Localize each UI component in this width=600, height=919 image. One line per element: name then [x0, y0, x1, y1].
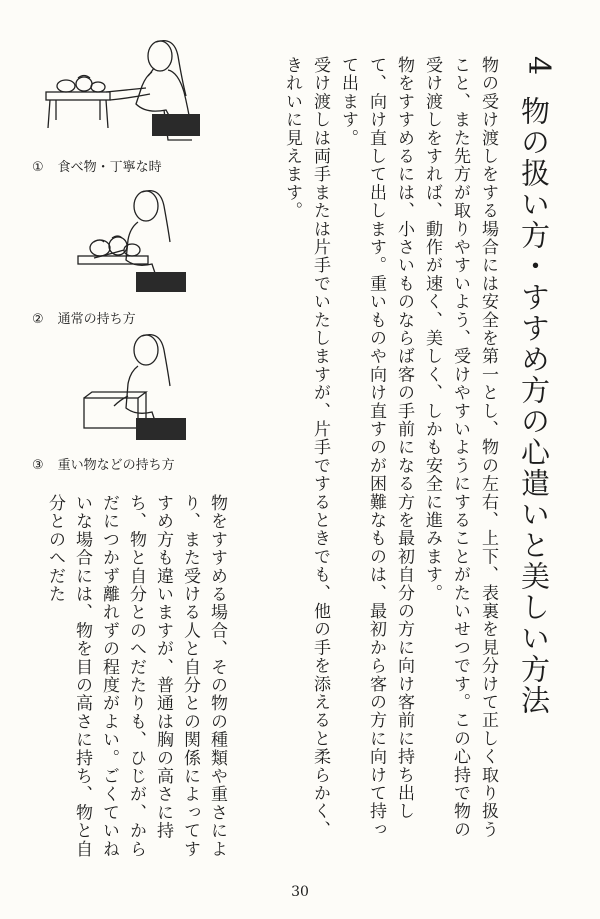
figure-marker: ③ — [32, 458, 44, 473]
woman-carrying-tray-high-icon — [28, 34, 218, 146]
caption-text: 通常の持ち方 — [57, 312, 136, 327]
figure-1 — [28, 34, 218, 146]
paragraph: 物をすすめる場合、その物の種類や重さにより、また受ける人と自分との関係によってすすめ方も違いますが、普通は胸の高さに持ち、物と自分とのへだたりも、ひじが、からだにつかず離れずの程度がよい。ごくていねいな場合には、物を目の高さに持ち、物と自分とのへだた — [45, 494, 227, 858]
section-number: 4 — [521, 56, 556, 76]
caption-text: 重い物などの持ち方 — [57, 458, 175, 473]
figure-3-caption — [32, 454, 175, 473]
paragraph: 受け渡しは両手または片手でいたしますが、片手でするときでも、他の手を添えると柔らかく、きれいに見えます。 — [282, 56, 330, 839]
paragraph: 物をすすめるには、小さいものならば客の手前になる方を最初自分の方に向け客前に持ち出して、向け直して出します。重いものや向け直すのが困難なものは、最初から客の方に向けて持って出ます。 — [338, 56, 414, 839]
figure-1-caption — [32, 156, 162, 175]
page-title: 物の扱い方・すすめ方の心遣いと美しい方法 — [517, 96, 551, 716]
body-text-lower — [12, 494, 230, 864]
page-number: 30 — [291, 884, 309, 900]
figure-marker: ② — [32, 312, 44, 327]
caption-text: 食べ物・丁寧な時 — [57, 160, 162, 175]
woman-carrying-box-icon — [28, 326, 218, 446]
figure-3 — [28, 326, 218, 446]
figure-2-caption — [32, 308, 136, 327]
body-text-upper — [232, 56, 502, 856]
paragraph: 物の受け渡しをする場合には安全を第一とし、物の左右、上下、表裏を見分けて正しく取り扱うこと、また先方が取りやすいよう、受けやすいようにすることがたいせつです。この心持で物の受け渡しをすれば、動作が速く、美しく、しかも安全に進みます。 — [422, 56, 498, 839]
figure-marker: ① — [32, 160, 44, 175]
woman-carrying-tray-chest-icon — [28, 184, 218, 296]
figure-2 — [28, 184, 218, 296]
